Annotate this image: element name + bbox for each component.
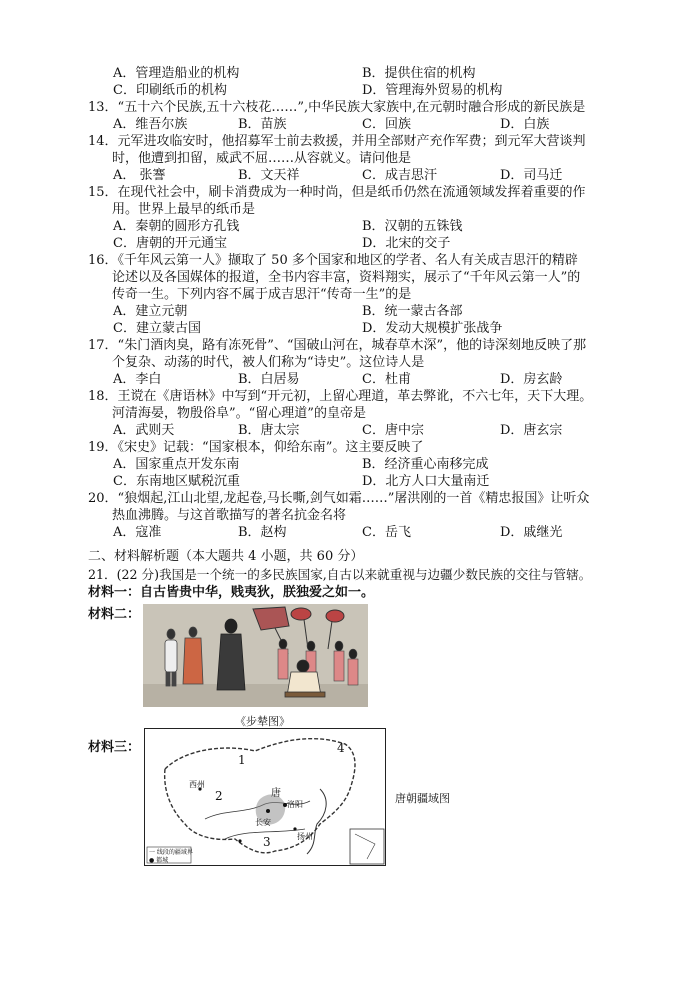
q16-stem-line1: 16．《千年风云第一人》撷取了 50 多个国家和地区的学者、名人有关成吉思汗的精辟 xyxy=(88,253,578,268)
map-label-tang: 唐 xyxy=(271,788,281,799)
q19-option-a: A．国家重点开发东南 xyxy=(113,457,240,472)
territory-border xyxy=(165,739,355,853)
painting-illustration xyxy=(143,604,368,707)
map-region-3: 3 xyxy=(263,835,271,849)
map-region-1: 1 xyxy=(238,753,246,767)
q13-option-a: A．维吾尔族 xyxy=(113,117,188,132)
q20-stem-line2: 热血沸腾。与这首歌描写的著名抗金名将 xyxy=(112,508,347,523)
q19-option-d: D．北方人口大量南迁 xyxy=(362,474,490,489)
q15-stem-line1: 15．在现代社会中，刷卡消费成为一种时尚，但是纸币仍然在流通领域发挥着重要的作 xyxy=(88,185,586,200)
q16-option-d: D．发动大规模扩张战争 xyxy=(362,321,503,336)
q15-option-d: D．北宋的交子 xyxy=(362,236,451,251)
q16-option-b: B．统一蒙古各部 xyxy=(362,304,463,319)
q14-option-b: B．文天祥 xyxy=(238,168,300,183)
map-region-4: 4 xyxy=(337,741,345,755)
q12-option-a: A．管理造船业的机构 xyxy=(113,66,240,81)
q14-stem-line1: 14．元军进攻临安时，他招募军士前去救援，并用全部财产充作军费；到元军大营谈判 xyxy=(88,134,586,149)
q19-option-c: C．东南地区赋税沉重 xyxy=(113,474,240,489)
map-region-2: 2 xyxy=(215,789,223,803)
q20-option-c: C．岳飞 xyxy=(362,525,411,540)
q15-option-c: C．唐朝的开元通宝 xyxy=(113,236,227,251)
q12-option-c: C．印刷纸币的机构 xyxy=(113,83,227,98)
q15-option-b: B．汉朝的五铢钱 xyxy=(362,219,463,234)
q15-option-a: A．秦朝的圆形方孔钱 xyxy=(113,219,240,234)
bunian-tu-caption: 《步辇图》 xyxy=(235,715,290,728)
q18-stem-line1: 18．王谠在《唐语林》中写到“开元初，上留心理道，革去弊讹，不六七年，天下大理。 xyxy=(88,389,593,404)
q16-option-a: A．建立元朝 xyxy=(113,304,188,319)
q12-option-b: B．提供住宿的机构 xyxy=(362,66,476,81)
q13-option-b: B．苗族 xyxy=(238,117,287,132)
q18-option-c: C．唐中宗 xyxy=(362,423,424,438)
q14-option-c: C．成吉思汗 xyxy=(362,168,437,183)
q12-option-d: D．管理海外贸易的机构 xyxy=(362,83,503,98)
q13-option-c: C．回族 xyxy=(362,117,411,132)
q17-stem-line1: 17．“朱门酒肉臭，路有冻死骨”、“国破山河在，城春草木深”，他的诗深刻地反映了那 xyxy=(88,338,587,353)
q14-stem-line2: 时，他遭到扣留，威武不屈……从容就义。请问他是 xyxy=(112,151,412,166)
city-dot-south xyxy=(238,839,241,842)
map-label-changan: 长安 xyxy=(255,818,271,827)
q18-option-d: D．唐玄宗 xyxy=(500,423,563,438)
q20-option-a: A．寇准 xyxy=(113,525,162,540)
section-title: 二、材料解析题（本大题共 4 小题，共 60 分） xyxy=(88,549,364,564)
tang-territory-map xyxy=(144,728,386,866)
q17-stem-line2: 个复杂、动荡的时代，被人们称为“诗史”。这位诗人是 xyxy=(112,355,425,370)
capital-dot-changan xyxy=(266,809,270,813)
q17-option-b: B．白居易 xyxy=(238,372,300,387)
q14-option-d: D．司马迁 xyxy=(500,168,563,183)
material-two-label: 材料二： xyxy=(88,607,141,622)
material-one: 材料一：自古皆贵中华，贱夷狄，朕独爱之如一。 xyxy=(88,585,375,600)
q14-option-a: A． 张謇 xyxy=(113,168,166,183)
q18-stem-line2: 河清海晏，物殷俗阜”。“留心理道”的皇帝是 xyxy=(112,406,366,421)
map-legend-border: 一 线段的疆域界 xyxy=(149,849,193,856)
q17-option-a: A．李白 xyxy=(113,372,162,387)
material-three-label: 材料三： xyxy=(88,740,141,755)
q20-option-b: B．赵构 xyxy=(238,525,287,540)
q18-option-a: A．武则天 xyxy=(113,423,175,438)
q16-stem-line3: 传奇一生。下列内容不属于成吉思汗“传奇一生”的是 xyxy=(112,287,412,302)
q13-stem: 13．“五十六个民族,五十六枝花……”,中华民族大家族中,在元朝时融合形成的新民族是 xyxy=(88,100,586,115)
q16-option-c: C．建立蒙古国 xyxy=(113,321,201,336)
q19-stem: 19．《宋史》记载：“国家根本，仰给东南”。这主要反映了 xyxy=(88,440,424,455)
q17-option-d: D．房玄龄 xyxy=(500,372,563,387)
q19-option-b: B．经济重心南移完成 xyxy=(362,457,489,472)
map-legend-capital: ● 都城 xyxy=(149,857,169,864)
map-label-luoyang: 洛阳 xyxy=(287,800,303,809)
q15-stem-line2: 用。世界上最早的纸币是 xyxy=(112,202,256,217)
bunian-tu-painting xyxy=(143,604,368,707)
q13-option-d: D．白族 xyxy=(500,117,550,132)
map-label-yangzhou: 扬州 xyxy=(297,832,313,841)
tang-map-caption: 唐朝疆域图 xyxy=(395,792,450,805)
q17-option-c: C．杜甫 xyxy=(362,372,411,387)
q20-option-d: D．戚继光 xyxy=(500,525,563,540)
q18-option-b: B．唐太宗 xyxy=(238,423,300,438)
map-label-xizhou: 西州 xyxy=(189,780,205,789)
q16-stem-line2: 论述以及各国媒体的报道，全书内容丰富，资料翔实，展示了“千年风云第一人”的 xyxy=(112,270,581,285)
q21-stem: 21．(22 分)我国是一个统一的多民族国家,自古以来就重视与边疆少数民族的交往与管辖。 xyxy=(88,567,592,582)
q20-stem-line1: 20．“狼烟起,江山北望,龙起卷,马长嘶,剑气如霜……”屠洪刚的一首《精忠报国》让听众 xyxy=(88,491,590,506)
